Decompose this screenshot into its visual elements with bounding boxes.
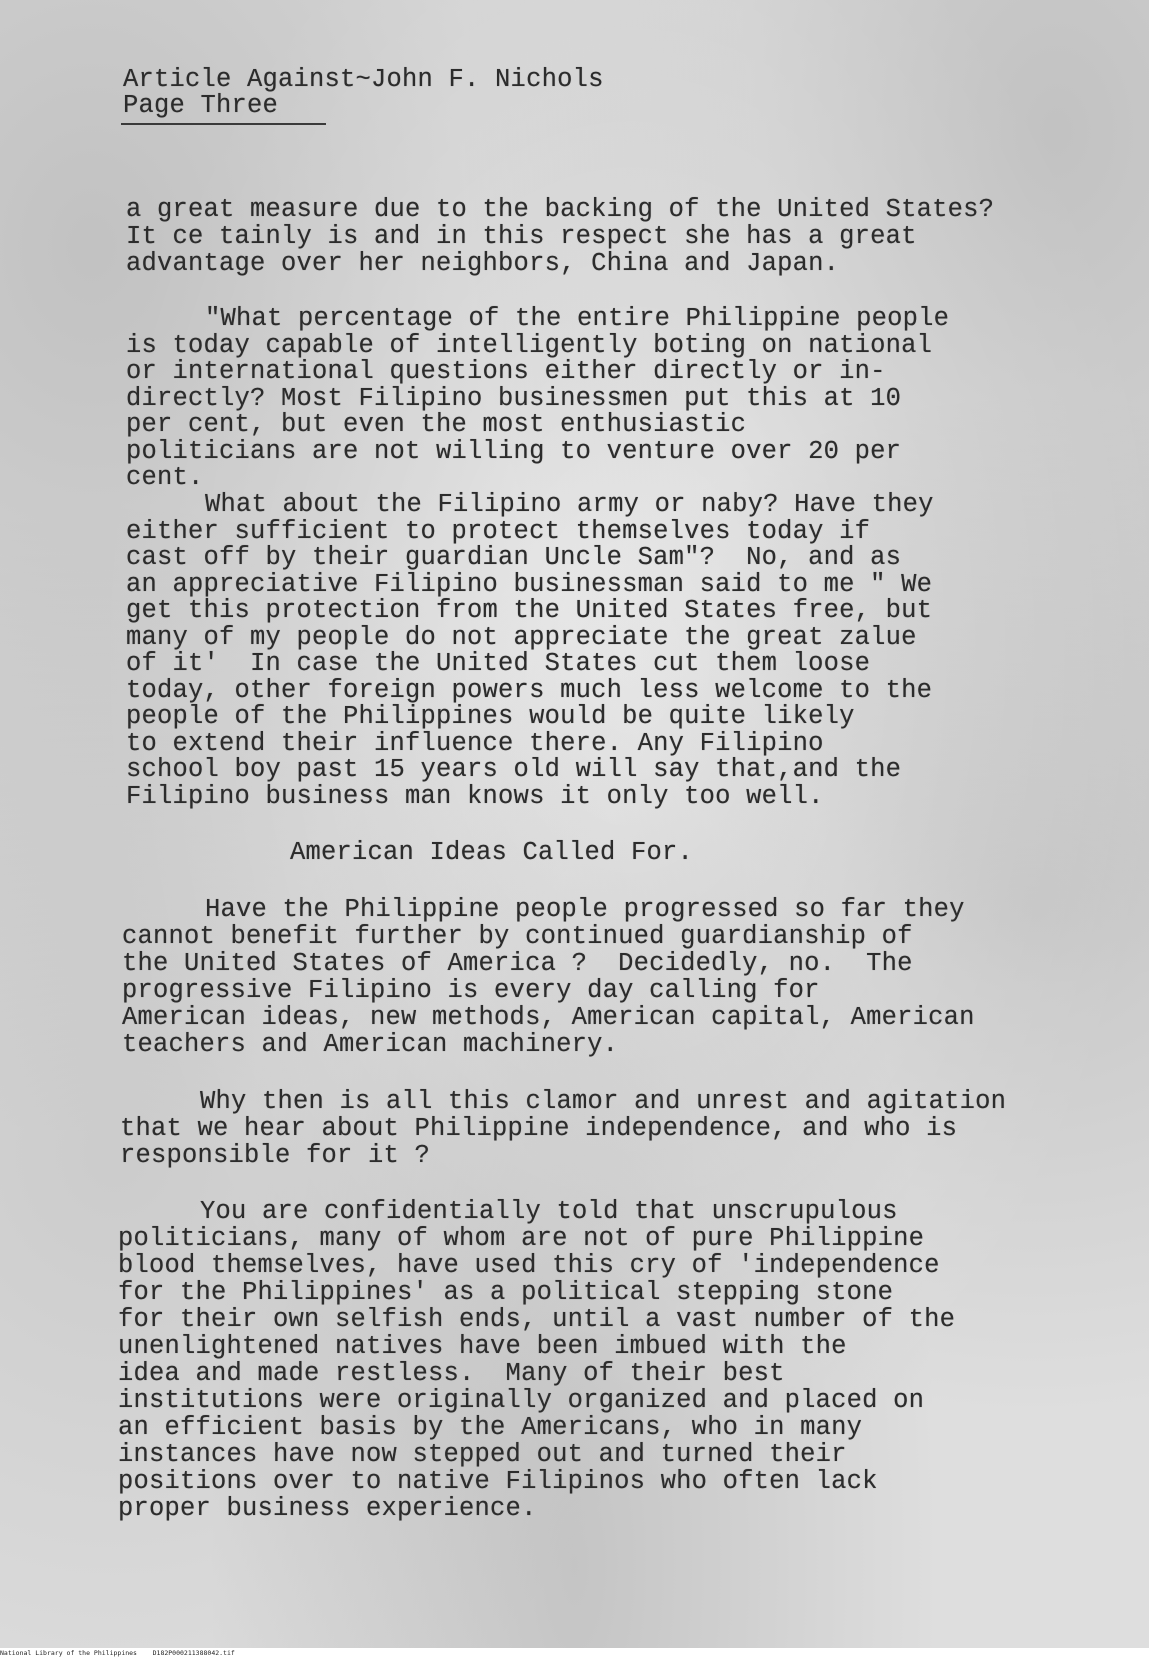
body-line: You are confidentially told that unscrupulous: [200, 1197, 898, 1226]
header-underline: [121, 123, 326, 125]
body-line: institutions were originally organized and placed on: [118, 1386, 925, 1415]
header-title: Article Against~John F. Nichols: [123, 65, 604, 94]
body-line: progressive Filipino is every day calling for: [122, 976, 820, 1005]
body-line: idea and made restless. Many of their best: [118, 1359, 785, 1388]
body-line: directly? Most Filipino businessmen put this at 10: [126, 384, 902, 413]
body-line: cast off by their guardian Uncle Sam"? No, and as: [126, 543, 902, 572]
body-line: It ce tainly is and in this respect she has a great: [126, 222, 917, 251]
body-line: Have the Philippine people progressed so far they: [205, 895, 965, 924]
body-line: cent.: [126, 463, 204, 492]
body-line: What about the Filipino army or naby? Have they: [205, 490, 934, 519]
body-line: a great measure due to the backing of the United States?: [126, 195, 995, 224]
body-line: cannot benefit further by continued guardianship of: [122, 922, 913, 951]
body-line: an efficient basis by the Americans, who in many: [118, 1413, 863, 1442]
section-heading: American Ideas Called For.: [290, 838, 694, 867]
body-line: today, other foreign powers much less welcome to the: [126, 676, 933, 705]
body-line: "What percentage of the entire Philippine people: [205, 304, 950, 333]
body-line: proper business experience.: [118, 1494, 537, 1523]
body-line: or international questions either directly or in-: [126, 357, 886, 386]
body-line: of it' In case the United States cut them loose: [126, 649, 871, 678]
body-line: to extend their influence there. Any Filipino: [126, 729, 824, 758]
body-line: is today capable of intelligently boting on national: [126, 331, 933, 360]
scan-footer: National Library of the Philippines D182P000211388042.tif: [0, 1648, 1149, 1658]
body-line: people of the Philippines would be quite likely: [126, 702, 855, 731]
body-line: either sufficient to protect themselves today if: [126, 517, 871, 546]
body-line: American ideas, new methods, American capital, American: [122, 1003, 975, 1032]
body-line: politicians are not willing to venture over 20 per: [126, 437, 902, 466]
body-line: for the Philippines' as a political stepping stone: [118, 1278, 894, 1307]
body-line: the United States of America ? Decidedly, no. The: [122, 949, 913, 978]
body-line: per cent, but even the most enthusiastic: [126, 410, 747, 439]
body-line: responsible for it ?: [120, 1141, 431, 1170]
body-line: an appreciative Filipino businessman said to me " We: [126, 570, 933, 599]
body-line: positions over to native Filipinos who often lack: [118, 1467, 878, 1496]
header-page-label: Page Three: [123, 91, 279, 120]
body-line: instances have now stepped out and turned their: [118, 1440, 847, 1469]
body-line: that we hear about Philippine independence, and who is: [120, 1114, 958, 1143]
body-line: Filipino business man knows it only too well.: [126, 782, 824, 811]
body-line: for their own selfish ends, until a vast number of the: [118, 1305, 956, 1334]
body-line: advantage over her neighbors, China and Japan.: [126, 249, 840, 278]
body-line: blood themselves, have used this cry of 'independence: [118, 1251, 940, 1280]
body-line: politicians, many of whom are not of pure Philippine: [118, 1224, 925, 1253]
body-line: unenlightened natives have been imbued with the: [118, 1332, 847, 1361]
body-line: get this protection from the United States free, but: [126, 596, 933, 625]
body-line: many of my people do not appreciate the great zalue: [126, 623, 917, 652]
body-line: school boy past 15 years old will say that,and the: [126, 755, 902, 784]
body-line: Why then is all this clamor and unrest and agitation: [200, 1087, 1007, 1116]
body-line: teachers and American machinery.: [122, 1030, 619, 1059]
